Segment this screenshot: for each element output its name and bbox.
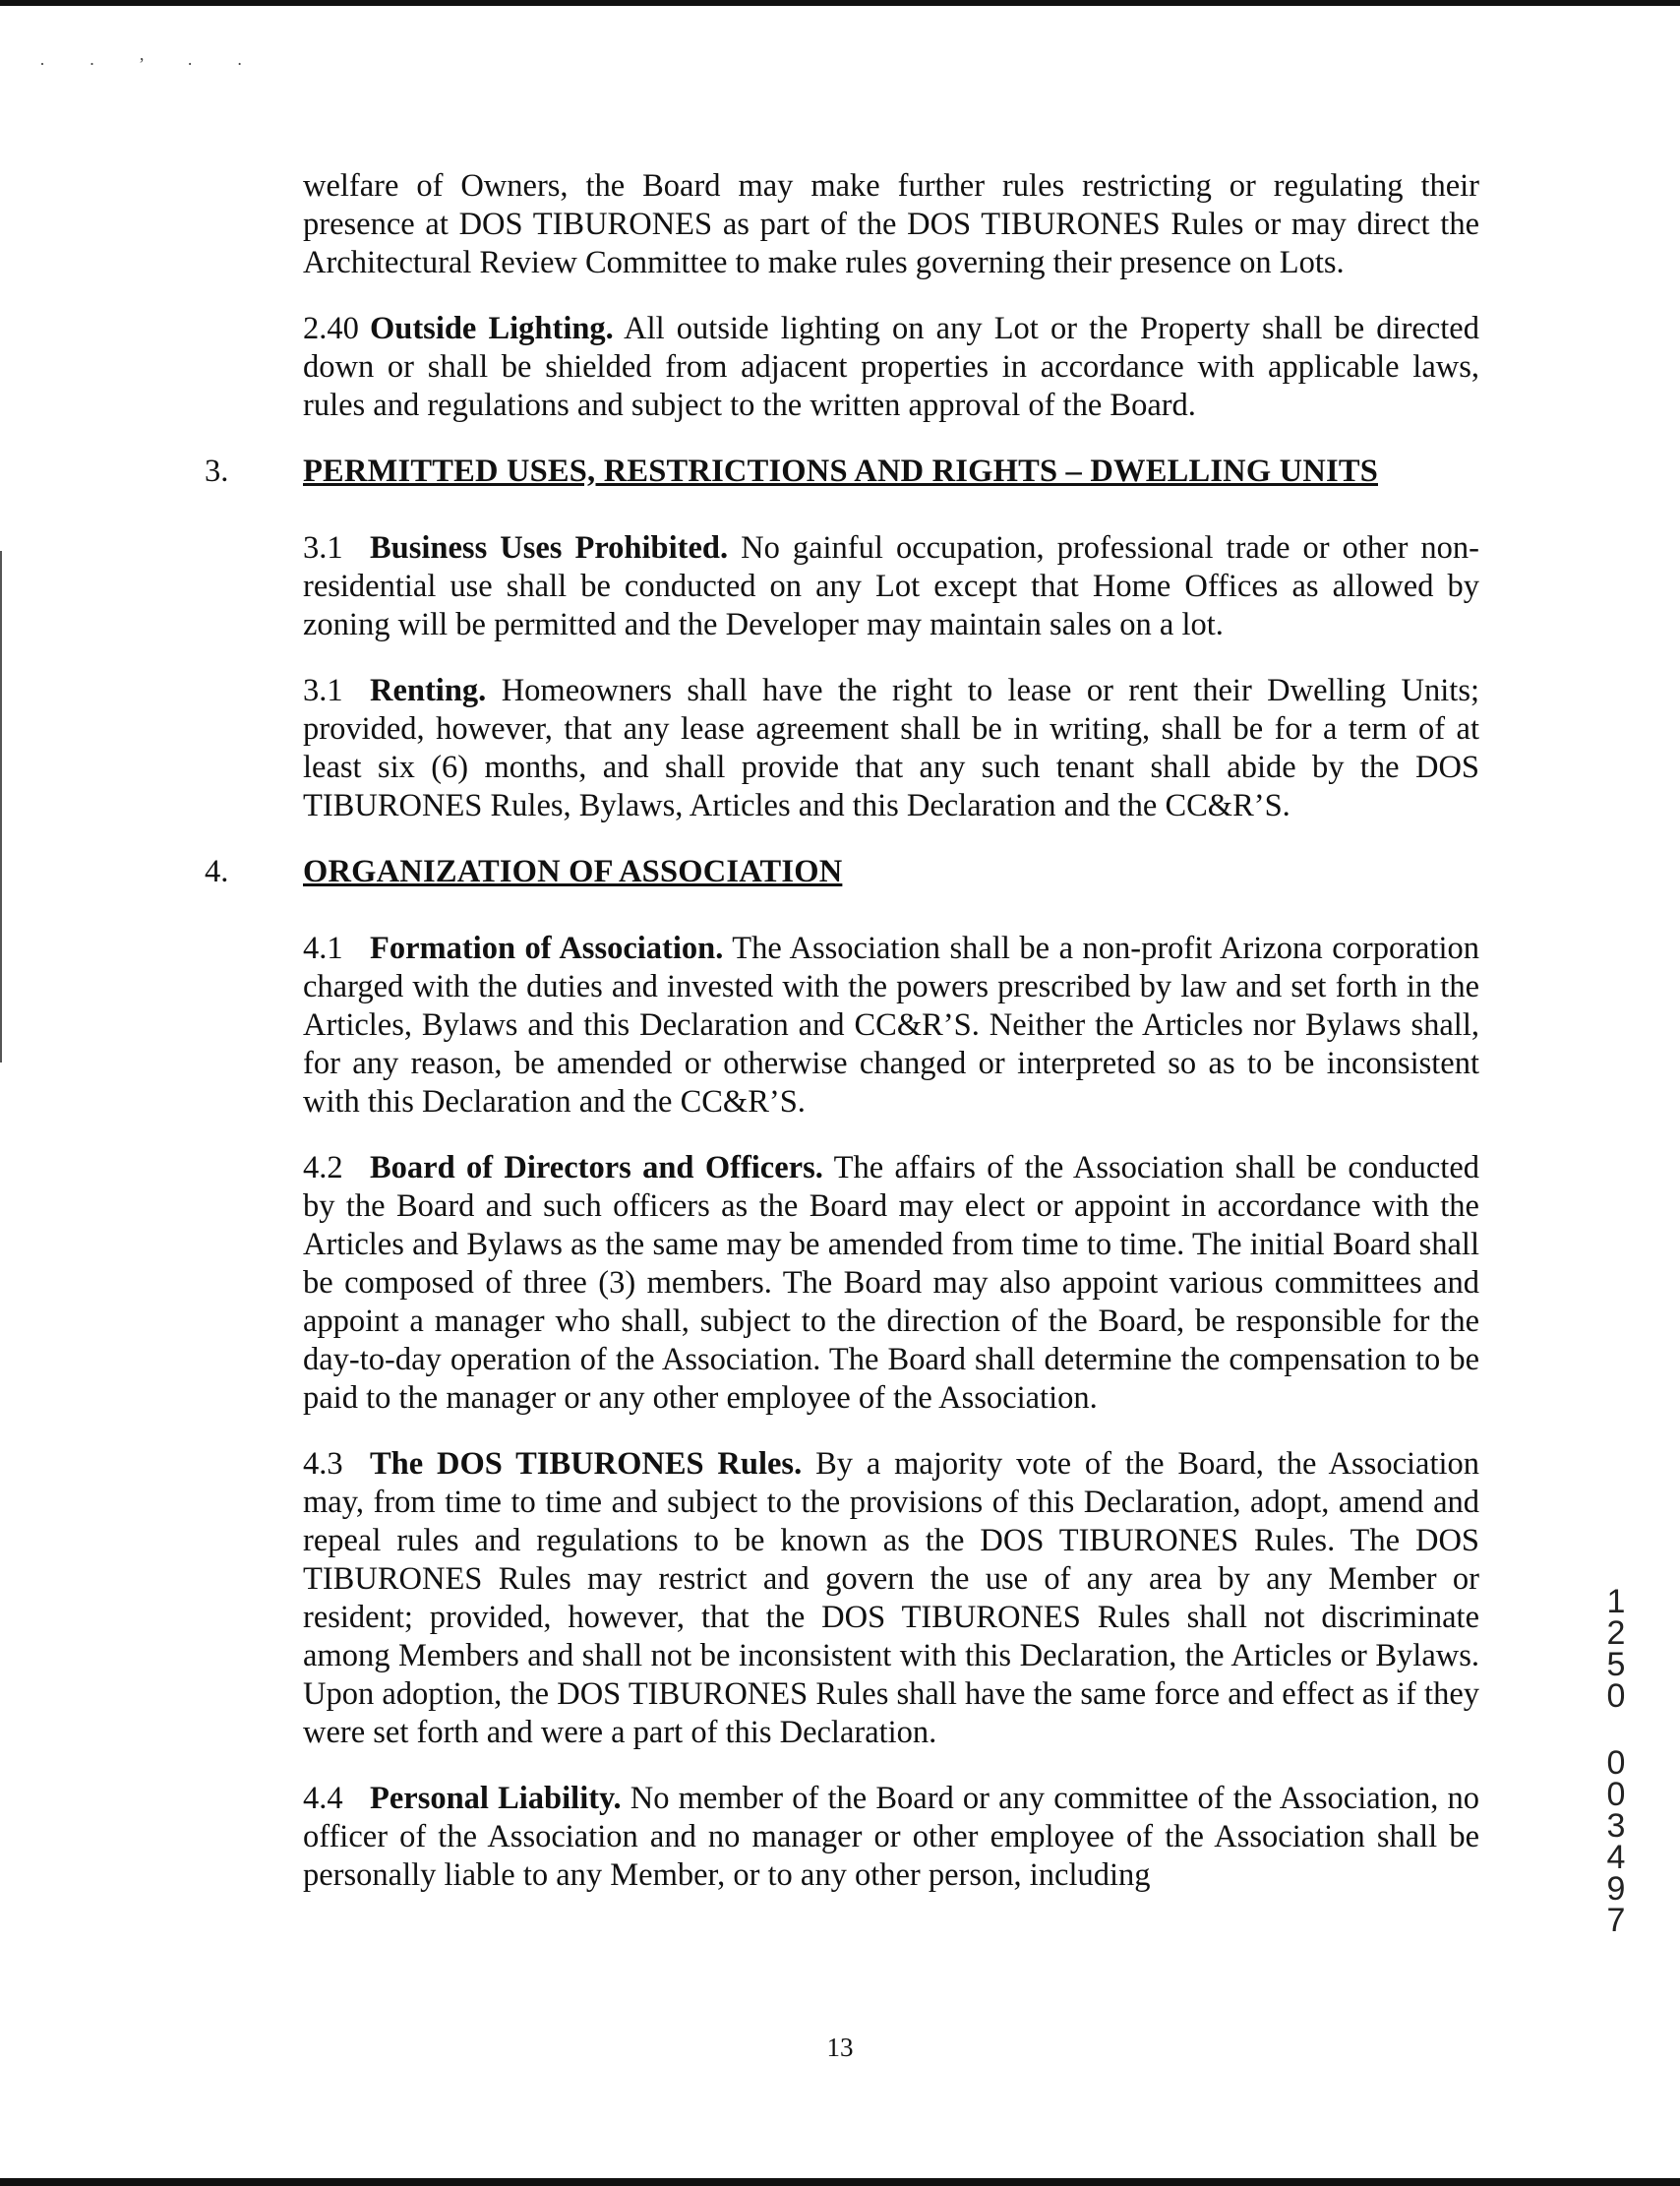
clause-heading: Outside Lighting.: [370, 311, 614, 346]
clause-heading: Business Uses Prohibited.: [370, 530, 729, 566]
recording-number-vertical: [1601, 1583, 1631, 1939]
recording-digit: 1: [1606, 1583, 1626, 1620]
clause-text: All outside lighting on any Lot or the Property shall be directed down or shall be shielded from adjacent properties in accordance with applicable laws, rules and regulations and subject to the written approval of the Board.: [303, 311, 1479, 423]
clause-text: The Association shall be a non-profit Arizona corporation charged with the duties and invested with the powers prescribed by law and set forth in the Articles, Bylaws and this Declaration and CC&R’S. Neither the Articles nor Bylaws shall, for any reason, be amended or otherwise changed or interpreted so as to be inconsistent with this Declaration and the CC&R’S.: [303, 931, 1479, 1120]
section-3-heading: [205, 453, 1479, 494]
clause-number: 4.3: [303, 1446, 343, 1482]
clause-number: 3.1: [303, 530, 343, 566]
section-number: 3.: [205, 454, 229, 489]
paragraph-2-40: [303, 310, 1479, 425]
clause-text: By a majority vote of the Board, the Association may, from time to time and subject to the provisions of this Declaration, adopt, amend and repeal rules and regulations to be known as the DOS TIBURONES Rules. The DOS TIBURONES Rules may restrict and govern the use of any area by any Member or resident; provided, however, that the DOS TIBURONES Rules shall not discriminate among Members and shall not be inconsistent with this Declaration, the Articles or Bylaws. Upon adoption, the DOS TIBURONES Rules shall have the same force and effect as if they were set forth and were a part of this Declaration.: [303, 1446, 1480, 1750]
clause-heading: The DOS TIBURONES Rules.: [370, 1446, 803, 1482]
recording-digit: 4: [1606, 1839, 1626, 1876]
recording-digit: 7: [1606, 1902, 1626, 1939]
paragraph-3-1-business: [303, 529, 1479, 644]
section-number: 4.: [205, 854, 229, 889]
section-4-heading: [205, 853, 1479, 894]
clause-number: 4.4: [303, 1781, 343, 1816]
paragraph-4-1: [303, 930, 1479, 1122]
clause-heading: Formation of Association.: [370, 931, 724, 966]
recording-digit: 0: [1606, 1677, 1626, 1715]
clause-text: The affairs of the Association shall be conducted by the Board and such officers as the Board may elect or appoint in accordance with the Articles and Bylaws as the same may be amended from time to time. The initial Board shall be composed of three (3) members. The Board may also appoint various committees and appoint a manager who shall, subject to the direction of the Board, be responsible for the day-to-day operation of the Association. The Board shall determine the compensation to be paid to the manager or any other employee of the Association.: [303, 1150, 1479, 1416]
document-body: [205, 167, 1480, 1922]
clause-number: 4.2: [303, 1150, 343, 1185]
clause-number: 2.40: [303, 311, 359, 346]
clause-text: No member of the Board or any committee of the Association, no officer of the Association and no manager or other employee of the Association shall be personally liable to any Member, or to any other person, including: [303, 1781, 1480, 1893]
paragraph-4-4: [303, 1780, 1479, 1895]
clause-text: No gainful occupation, professional trade or other non-residential use shall be conducted on any Lot except that Home Offices as allowed by zoning will be permitted and the Developer may maintain sales on a lot.: [303, 530, 1480, 642]
clause-number: 4.1: [303, 931, 343, 966]
recording-digit: 5: [1606, 1646, 1626, 1683]
clause-number: 3.1: [303, 673, 343, 708]
clause-heading: Personal Liability.: [370, 1781, 622, 1816]
clause-text: Homeowners shall have the right to lease or rent their Dwelling Units; provided, however, that any lease agreement shall be in writing, shall be for a term of at least six (6) months, and shall provide that any such tenant shall abide by the DOS TIBURONES Rules, Bylaws, Articles and this Declaration and the CC&R’S.: [303, 673, 1479, 823]
clause-heading: Board of Directors and Officers.: [370, 1150, 823, 1185]
paragraph-4-2: [303, 1149, 1479, 1418]
recording-digit: 9: [1606, 1870, 1626, 1908]
scan-specks: · · ’ · ·: [39, 54, 263, 74]
recording-digit: 2: [1606, 1614, 1626, 1652]
scan-edge-mark: [0, 551, 2, 1063]
paragraph-3-1-renting: [303, 672, 1479, 825]
recording-digit: 3: [1606, 1807, 1626, 1845]
paragraph-4-3: [303, 1445, 1479, 1752]
bottom-edge-rule: [0, 2178, 1680, 2186]
recording-digit: 0: [1606, 1776, 1626, 1813]
section-title: ORGANIZATION OF ASSOCIATION: [303, 854, 843, 889]
recording-digit: 0: [1606, 1744, 1626, 1782]
top-edge-rule: [0, 0, 1680, 6]
clause-heading: Renting.: [370, 673, 487, 708]
page-number: 13: [826, 2033, 854, 2062]
paragraph-welfare: [303, 167, 1479, 282]
section-title: PERMITTED USES, RESTRICTIONS AND RIGHTS – DWELLING UNITS: [303, 454, 1378, 489]
paragraph-text: welfare of Owners, the Board may make further rules restricting or regulating their presence at DOS TIBURONES as part of the DOS TIBURONES Rules or may direct the Architectural Review Committee to make rules governing their presence on Lots.: [303, 168, 1479, 280]
